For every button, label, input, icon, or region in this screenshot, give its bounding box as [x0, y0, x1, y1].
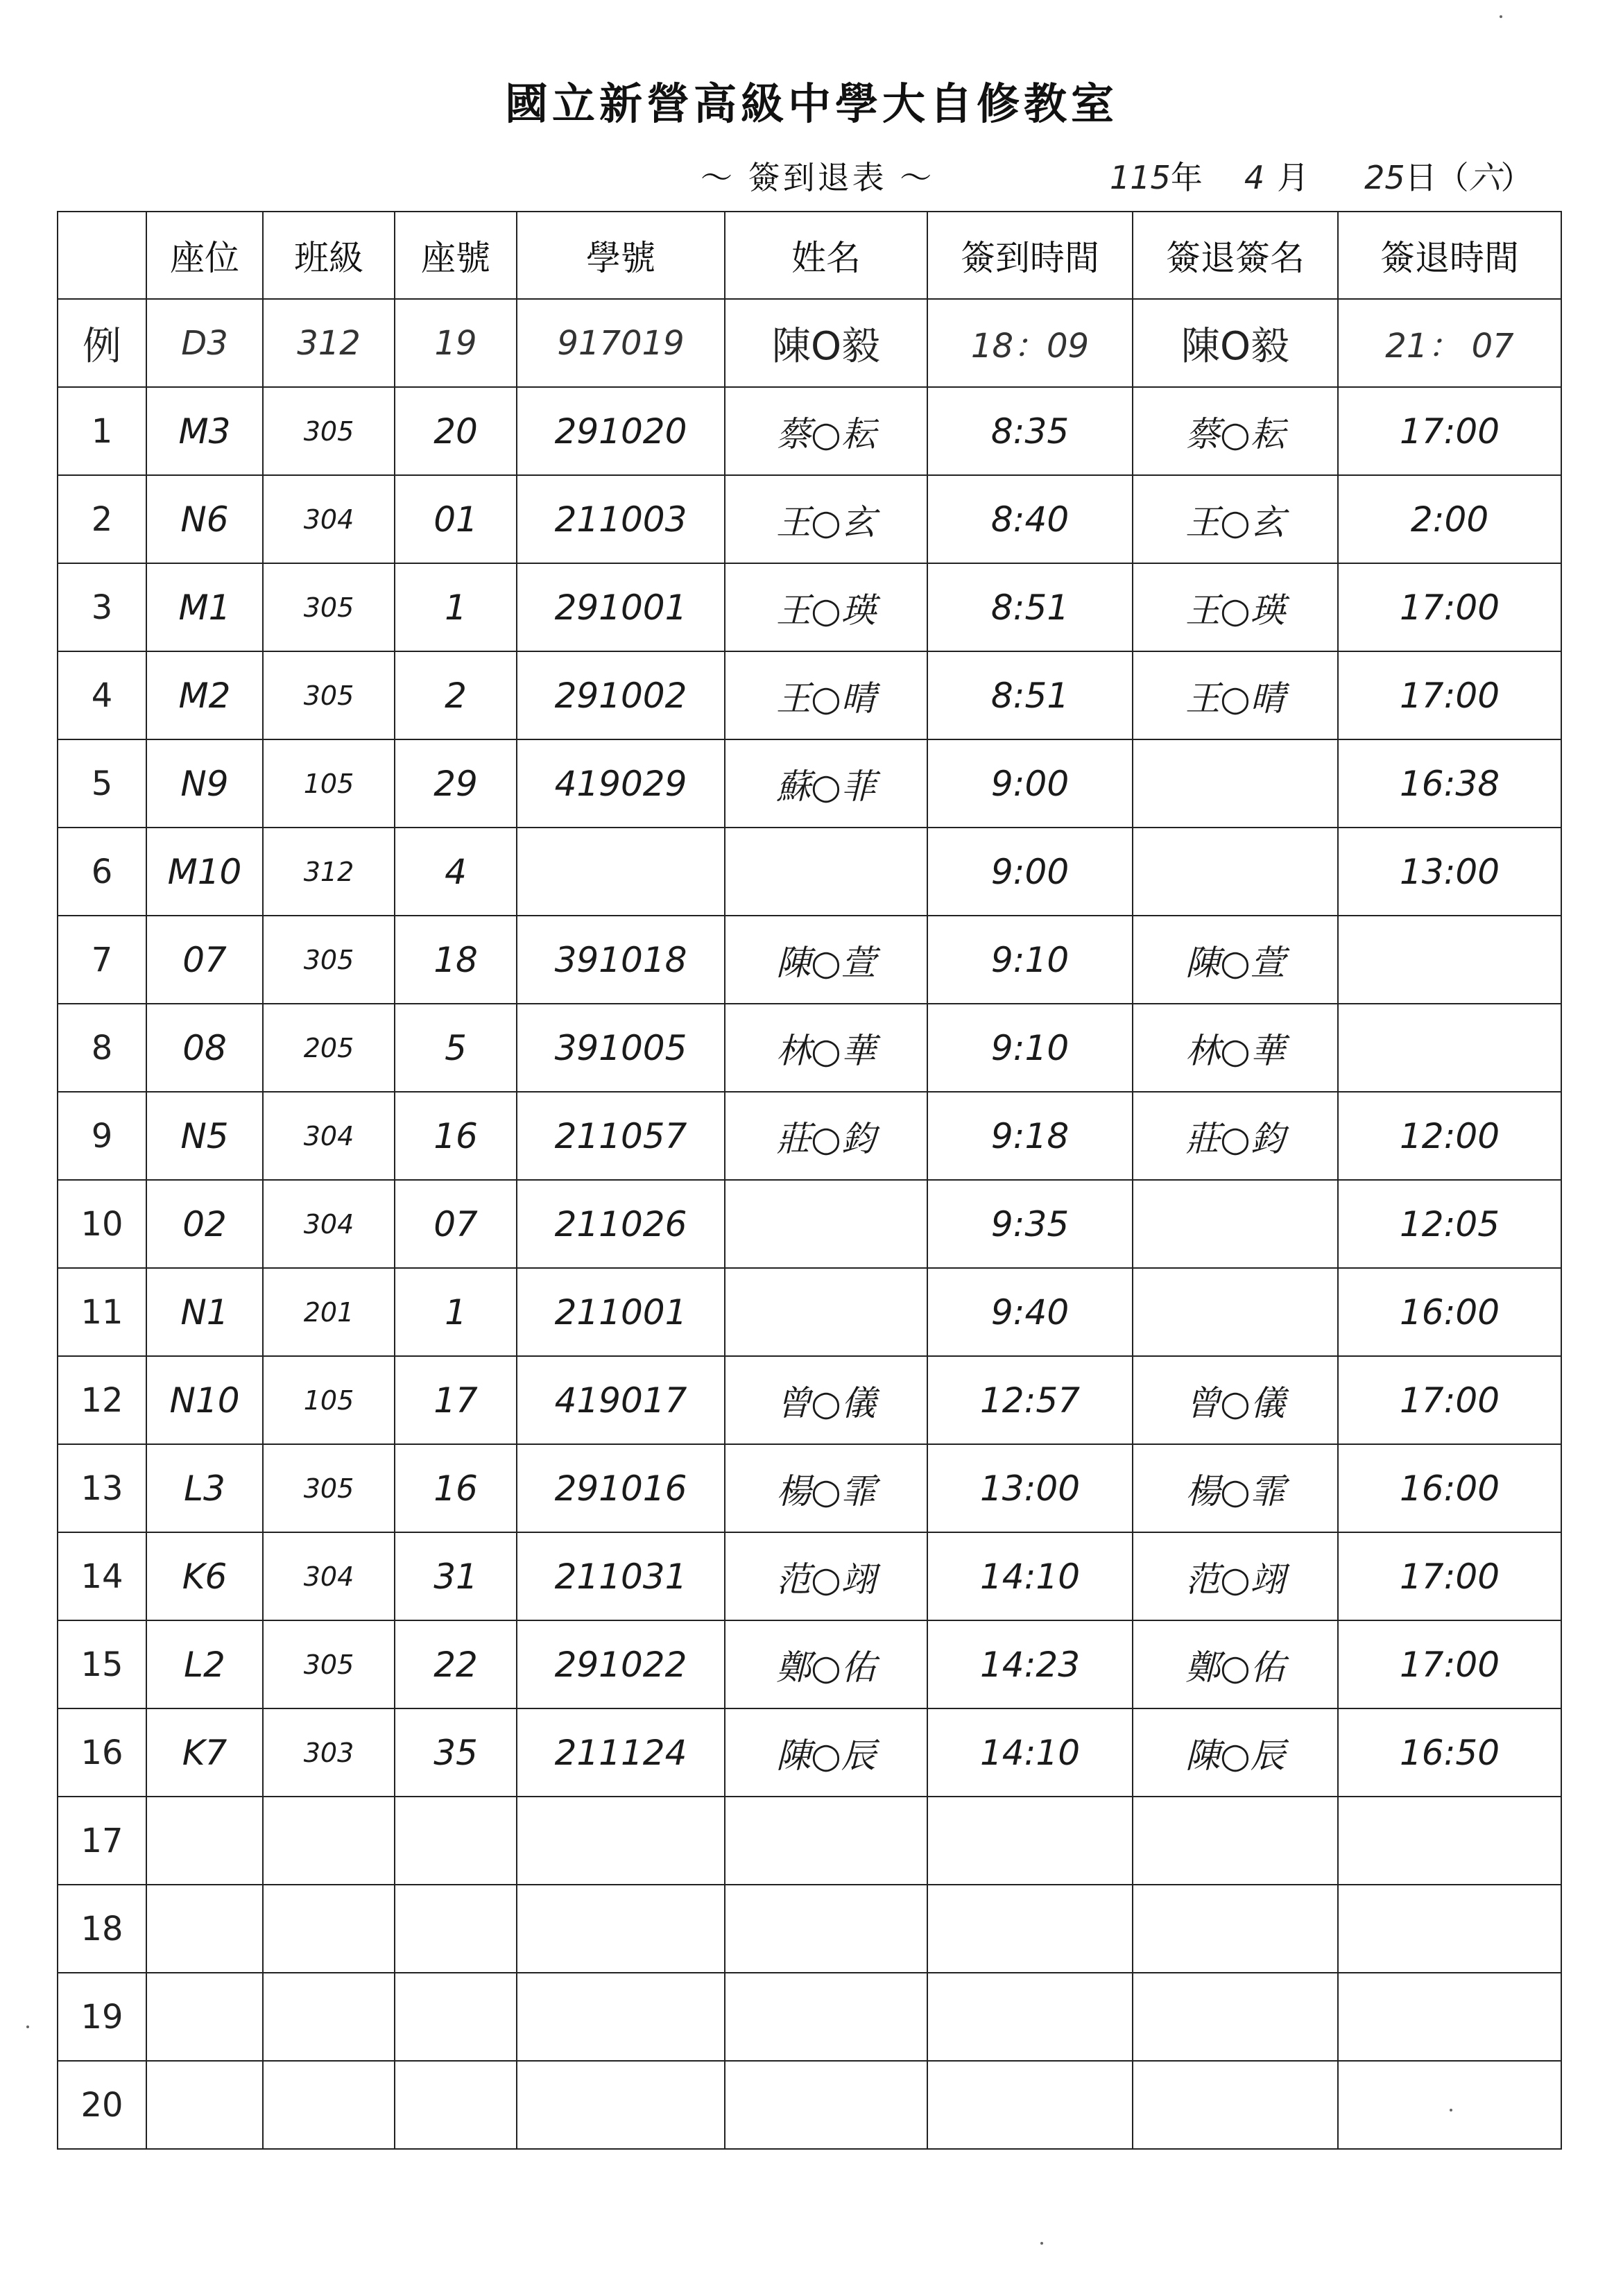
row-number: 11 — [58, 1268, 146, 1356]
seat-cell: K7 — [146, 1708, 263, 1797]
student-id-cell — [517, 2061, 725, 2149]
seat-cell: N6 — [146, 475, 263, 563]
row-number: 1 — [58, 387, 146, 475]
name-cell: 鄭○佑 — [725, 1620, 927, 1708]
checkin-time-cell: 9:00 — [927, 828, 1133, 916]
student-id-cell: 291001 — [517, 563, 725, 651]
name-cell: 蘇○菲 — [725, 739, 927, 828]
col-header-number: 座號 — [395, 212, 517, 299]
row-number: 8 — [58, 1004, 146, 1092]
class-cell: 304 — [263, 1092, 395, 1180]
checkout-time-cell — [1338, 2061, 1561, 2149]
row-number: 13 — [58, 1444, 146, 1532]
checkin-time-cell: 9:10 — [927, 1004, 1133, 1092]
seat-number-cell — [395, 1973, 517, 2061]
form-subtitle: ～ 簽到退表 ～ — [701, 159, 935, 196]
signature-cell: 陳○萱 — [1133, 916, 1338, 1004]
example-label: 例 — [58, 299, 146, 387]
checkout-time-cell: 17:00 — [1338, 1620, 1561, 1708]
class-cell: 305 — [263, 651, 395, 739]
row-number: 15 — [58, 1620, 146, 1708]
row-number: 19 — [58, 1973, 146, 2061]
student-id-cell: 391018 — [517, 916, 725, 1004]
checkout-time-cell: 12:05 — [1338, 1180, 1561, 1268]
name-cell: 王○玄 — [725, 475, 927, 563]
date-day-unit: 日 — [1405, 159, 1437, 196]
example-row — [58, 299, 1561, 387]
seat-cell — [146, 1797, 263, 1885]
name-cell — [725, 1973, 927, 2061]
name-cell: 楊○霏 — [725, 1444, 927, 1532]
checkin-time-cell: 9:10 — [927, 916, 1133, 1004]
signature-cell — [1133, 1973, 1338, 2061]
seat-cell: 08 — [146, 1004, 263, 1092]
example-number: 19 — [395, 299, 517, 387]
class-cell: 201 — [263, 1268, 395, 1356]
signature-cell: 莊○鈞 — [1133, 1092, 1338, 1180]
table-row — [58, 651, 1561, 739]
student-id-cell: 419017 — [517, 1356, 725, 1444]
signature-cell — [1133, 828, 1338, 916]
name-cell: 陳○萱 — [725, 916, 927, 1004]
name-cell: 曾○儀 — [725, 1356, 927, 1444]
checkout-time-cell — [1338, 1885, 1561, 1973]
student-id-cell: 211026 — [517, 1180, 725, 1268]
example-checkin: 18：09 — [927, 299, 1133, 387]
seat-cell: M1 — [146, 563, 263, 651]
table-row — [58, 2061, 1561, 2149]
name-cell — [725, 1180, 927, 1268]
class-cell: 105 — [263, 1356, 395, 1444]
signature-cell: 鄭○佑 — [1133, 1620, 1338, 1708]
class-cell — [263, 1885, 395, 1973]
date-month-unit: 月 — [1277, 159, 1309, 196]
seat-cell: K6 — [146, 1532, 263, 1620]
checkout-time-cell — [1338, 1973, 1561, 2061]
signature-cell: 楊○霏 — [1133, 1444, 1338, 1532]
checkout-time-cell: 2:00 — [1338, 475, 1561, 563]
table-row — [58, 475, 1561, 563]
checkin-time-cell: 12:57 — [927, 1356, 1133, 1444]
date-year: 115 — [1110, 159, 1171, 196]
seat-number-cell — [395, 2061, 517, 2149]
header-row — [58, 212, 1561, 299]
table-row — [58, 1708, 1561, 1797]
col-header-checkout: 簽退時間 — [1338, 212, 1561, 299]
example-signature: 陳O毅 — [1133, 299, 1338, 387]
scan-speck — [1040, 2242, 1043, 2245]
checkout-time-cell: 16:50 — [1338, 1708, 1561, 1797]
class-cell: 205 — [263, 1004, 395, 1092]
signature-cell — [1133, 1885, 1338, 1973]
signature-cell: 陳○辰 — [1133, 1708, 1338, 1797]
date-line — [1110, 153, 1554, 198]
row-number: 16 — [58, 1708, 146, 1797]
name-cell: 王○晴 — [725, 651, 927, 739]
seat-number-cell: 2 — [395, 651, 517, 739]
name-cell: 蔡○耘 — [725, 387, 927, 475]
seat-number-cell: 16 — [395, 1444, 517, 1532]
page-title: 國立新營高級中學大自修教室 — [504, 78, 1118, 129]
table-row — [58, 1620, 1561, 1708]
class-cell: 305 — [263, 387, 395, 475]
row-number: 7 — [58, 916, 146, 1004]
name-cell — [725, 1797, 927, 1885]
checkin-time-cell — [927, 2061, 1133, 2149]
scan-speck — [1450, 2109, 1452, 2111]
table-row — [58, 387, 1561, 475]
seat-number-cell — [395, 1885, 517, 1973]
row-number: 12 — [58, 1356, 146, 1444]
name-cell — [725, 1268, 927, 1356]
seat-number-cell: 17 — [395, 1356, 517, 1444]
name-cell: 范○翊 — [725, 1532, 927, 1620]
seat-cell: N10 — [146, 1356, 263, 1444]
name-cell: 陳○辰 — [725, 1708, 927, 1797]
seat-number-cell: 16 — [395, 1092, 517, 1180]
seat-cell — [146, 2061, 263, 2149]
table-row — [58, 1532, 1561, 1620]
signature-cell — [1133, 1180, 1338, 1268]
signature-cell — [1133, 1797, 1338, 1885]
checkin-time-cell: 8:40 — [927, 475, 1133, 563]
checkout-time-cell: 17:00 — [1338, 1356, 1561, 1444]
seat-number-cell — [395, 1797, 517, 1885]
class-cell: 305 — [263, 916, 395, 1004]
row-number: 10 — [58, 1180, 146, 1268]
name-cell — [725, 828, 927, 916]
checkout-time-cell — [1338, 916, 1561, 1004]
row-number: 18 — [58, 1885, 146, 1973]
student-id-cell: 291020 — [517, 387, 725, 475]
seat-number-cell: 29 — [395, 739, 517, 828]
col-header-seat: 座位 — [146, 212, 263, 299]
seat-cell: N5 — [146, 1092, 263, 1180]
name-cell: 王○瑛 — [725, 563, 927, 651]
student-id-cell — [517, 828, 725, 916]
table-row — [58, 916, 1561, 1004]
signature-cell: 曾○儀 — [1133, 1356, 1338, 1444]
seat-cell: M2 — [146, 651, 263, 739]
seat-cell: M3 — [146, 387, 263, 475]
checkout-time-cell: 17:00 — [1338, 651, 1561, 739]
date-weekday-open: （ — [1436, 159, 1469, 196]
checkin-time-cell: 13:00 — [927, 1444, 1133, 1532]
seat-number-cell: 07 — [395, 1180, 517, 1268]
table-row — [58, 1885, 1561, 1973]
example-checkout: 21： 07 — [1338, 299, 1561, 387]
seat-cell: 07 — [146, 916, 263, 1004]
row-number: 17 — [58, 1797, 146, 1885]
checkout-time-cell: 13:00 — [1338, 828, 1561, 916]
name-cell: 林○華 — [725, 1004, 927, 1092]
checkout-time-cell: 17:00 — [1338, 387, 1561, 475]
checkin-time-cell: 8:51 — [927, 563, 1133, 651]
checkout-time-cell — [1338, 1004, 1561, 1092]
seat-number-cell: 35 — [395, 1708, 517, 1797]
table-row — [58, 1973, 1561, 2061]
signature-cell: 范○翊 — [1133, 1532, 1338, 1620]
class-cell: 305 — [263, 1444, 395, 1532]
checkin-time-cell — [927, 1973, 1133, 2061]
student-id-cell: 291016 — [517, 1444, 725, 1532]
student-id-cell: 419029 — [517, 739, 725, 828]
class-cell: 304 — [263, 1532, 395, 1620]
class-cell: 105 — [263, 739, 395, 828]
seat-cell: 02 — [146, 1180, 263, 1268]
date-month: 4 — [1244, 159, 1265, 196]
seat-number-cell: 20 — [395, 387, 517, 475]
row-number: 6 — [58, 828, 146, 916]
class-cell: 305 — [263, 563, 395, 651]
row-number: 20 — [58, 2061, 146, 2149]
row-number: 5 — [58, 739, 146, 828]
checkout-time-cell: 12:00 — [1338, 1092, 1561, 1180]
seat-cell — [146, 1885, 263, 1973]
checkin-time-cell: 14:23 — [927, 1620, 1133, 1708]
class-cell — [263, 1797, 395, 1885]
col-header-student-id: 學號 — [517, 212, 725, 299]
date-weekday-close: ） — [1500, 159, 1533, 196]
checkout-time-cell: 17:00 — [1338, 1532, 1561, 1620]
class-cell: 304 — [263, 475, 395, 563]
student-id-cell: 211057 — [517, 1092, 725, 1180]
table-row — [58, 828, 1561, 916]
checkout-time-cell: 16:00 — [1338, 1268, 1561, 1356]
date-year-unit: 年 — [1170, 159, 1203, 196]
date-weekday: 六 — [1468, 159, 1501, 196]
seat-number-cell: 31 — [395, 1532, 517, 1620]
row-number: 3 — [58, 563, 146, 651]
class-cell: 304 — [263, 1180, 395, 1268]
checkin-time-cell: 9:18 — [927, 1092, 1133, 1180]
example-student-id: 917019 — [517, 299, 725, 387]
checkin-time-cell — [927, 1885, 1133, 1973]
seat-cell: N9 — [146, 739, 263, 828]
student-id-cell: 391005 — [517, 1004, 725, 1092]
student-id-cell: 211003 — [517, 475, 725, 563]
table-row — [58, 1797, 1561, 1885]
scan-speck — [26, 2025, 29, 2028]
seat-number-cell: 4 — [395, 828, 517, 916]
checkin-time-cell: 14:10 — [927, 1532, 1133, 1620]
signature-cell: 蔡○耘 — [1133, 387, 1338, 475]
table-row — [58, 563, 1561, 651]
checkout-time-cell: 16:38 — [1338, 739, 1561, 828]
class-cell — [263, 2061, 395, 2149]
checkin-time-cell: 9:35 — [927, 1180, 1133, 1268]
example-name: 陳O毅 — [725, 299, 927, 387]
row-number: 4 — [58, 651, 146, 739]
signature-cell: 王○玄 — [1133, 475, 1338, 563]
table-row — [58, 1444, 1561, 1532]
student-id-cell — [517, 1797, 725, 1885]
signature-cell — [1133, 2061, 1338, 2149]
student-id-cell — [517, 1885, 725, 1973]
student-id-cell: 291002 — [517, 651, 725, 739]
col-header-checkin: 簽到時間 — [927, 212, 1133, 299]
student-id-cell: 291022 — [517, 1620, 725, 1708]
seat-number-cell: 5 — [395, 1004, 517, 1092]
name-cell: 莊○鈞 — [725, 1092, 927, 1180]
date-day: 25 — [1364, 159, 1405, 196]
checkout-time-cell: 16:00 — [1338, 1444, 1561, 1532]
table-row — [58, 1356, 1561, 1444]
signature-cell: 王○瑛 — [1133, 563, 1338, 651]
class-cell — [263, 1973, 395, 2061]
example-seat: D3 — [146, 299, 263, 387]
table-row — [58, 739, 1561, 828]
row-number: 9 — [58, 1092, 146, 1180]
class-cell: 303 — [263, 1708, 395, 1797]
example-class: 312 — [263, 299, 395, 387]
seat-number-cell: 1 — [395, 1268, 517, 1356]
seat-number-cell: 22 — [395, 1620, 517, 1708]
checkin-time-cell: 8:35 — [927, 387, 1133, 475]
class-cell: 305 — [263, 1620, 395, 1708]
name-cell — [725, 2061, 927, 2149]
col-header-signature: 簽退簽名 — [1133, 212, 1338, 299]
student-id-cell: 211001 — [517, 1268, 725, 1356]
student-id-cell: 211124 — [517, 1708, 725, 1797]
col-header-name: 姓名 — [725, 212, 927, 299]
student-id-cell — [517, 1973, 725, 2061]
signature-cell — [1133, 1268, 1338, 1356]
signature-cell: 王○晴 — [1133, 651, 1338, 739]
table-row — [58, 1092, 1561, 1180]
col-header-class: 班級 — [263, 212, 395, 299]
seat-cell: L2 — [146, 1620, 263, 1708]
row-number: 14 — [58, 1532, 146, 1620]
seat-cell: L3 — [146, 1444, 263, 1532]
signature-cell — [1133, 739, 1338, 828]
col-header-index — [58, 212, 146, 299]
class-cell: 312 — [263, 828, 395, 916]
checkout-time-cell: 17:00 — [1338, 563, 1561, 651]
student-id-cell: 211031 — [517, 1532, 725, 1620]
checkout-time-cell — [1338, 1797, 1561, 1885]
seat-cell: M10 — [146, 828, 263, 916]
table-row — [58, 1180, 1561, 1268]
table-row — [58, 1268, 1561, 1356]
seat-cell — [146, 1973, 263, 2061]
seat-number-cell: 18 — [395, 916, 517, 1004]
seat-cell: N1 — [146, 1268, 263, 1356]
signature-cell: 林○華 — [1133, 1004, 1338, 1092]
checkin-time-cell — [927, 1797, 1133, 1885]
seat-number-cell: 1 — [395, 563, 517, 651]
scan-speck — [1500, 15, 1502, 18]
name-cell — [725, 1885, 927, 1973]
checkin-time-cell: 14:10 — [927, 1708, 1133, 1797]
row-number: 2 — [58, 475, 146, 563]
sign-in-table — [57, 211, 1562, 2150]
checkin-time-cell: 9:00 — [927, 739, 1133, 828]
table-row — [58, 1004, 1561, 1092]
checkin-time-cell: 8:51 — [927, 651, 1133, 739]
checkin-time-cell: 9:40 — [927, 1268, 1133, 1356]
seat-number-cell: 01 — [395, 475, 517, 563]
